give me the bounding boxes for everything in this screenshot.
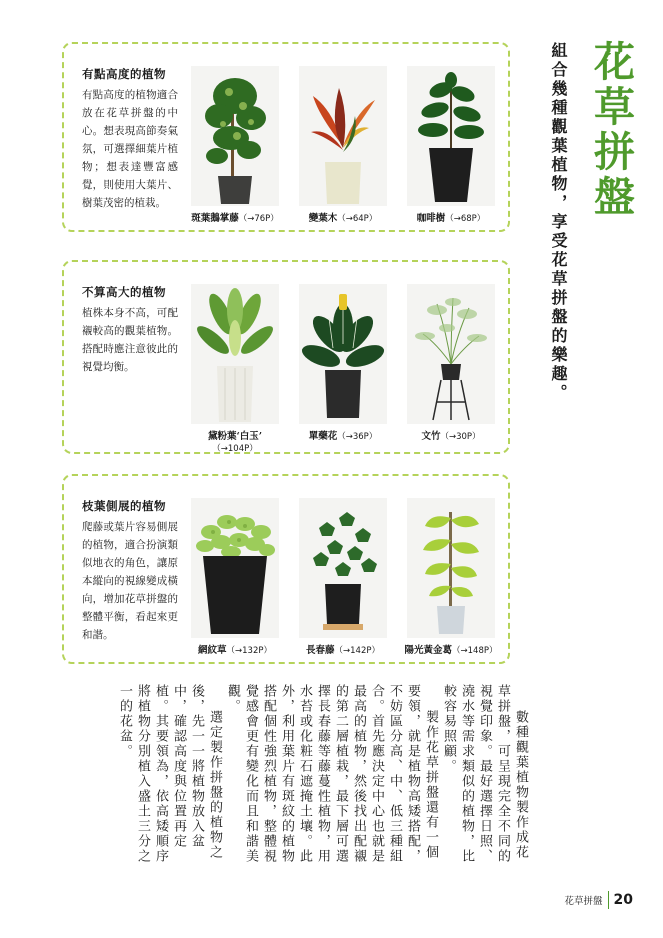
plant-caption xyxy=(391,428,511,442)
page-footer xyxy=(565,891,634,909)
plant-photo xyxy=(299,284,387,424)
plant-photo xyxy=(407,498,495,638)
section-short-plants xyxy=(62,260,510,454)
footer-divider xyxy=(608,891,609,909)
plant-photo xyxy=(191,66,279,206)
page-ref: （→142P） xyxy=(334,646,380,656)
plant-caption xyxy=(391,642,511,656)
article-text xyxy=(115,684,529,864)
page-title: 花草拼盤 xyxy=(587,40,635,220)
page-ref: （→36P） xyxy=(337,432,378,442)
page-ref: （→148P） xyxy=(452,646,498,656)
plant-caption xyxy=(175,428,295,442)
page-subtitle: 組合幾種觀葉植物，享受花草拼盤的樂趣。 xyxy=(549,42,568,403)
plant-card xyxy=(299,498,387,656)
footer-label: 花草拼盤 xyxy=(564,896,603,907)
page-ref: （→104P） xyxy=(212,444,258,454)
section-title: 有點高度的植物 xyxy=(82,67,166,81)
plant-name: 咖啡樹 xyxy=(416,213,446,224)
page-number: 20 xyxy=(613,892,633,908)
section-body: 植株本身不高，可配襯較高的觀葉植物。搭配時應注意彼此的視覺均衡。 xyxy=(82,307,178,373)
section-body: 有點高度的植物適合放在花草拼盤的中心。想表現高節奏氣氛，可選擇細葉片植物；想表達豐富感覺，則使用大葉片、樹葉茂密的植栽。 xyxy=(82,89,178,209)
plant-name: 單藥花 xyxy=(308,431,338,442)
section-title: 枝葉側展的植物 xyxy=(82,499,166,513)
plant-photo xyxy=(191,284,279,424)
plant-photo xyxy=(407,66,495,206)
plant-card xyxy=(191,284,279,454)
article-paragraph: 選定製作拼盤的植物之後，先一一將植物放入盆中，確認高度與位置再定植。其要領為，依高矮順序將植物分別植入盛土三分之一的花盆。 xyxy=(117,684,222,864)
plant-card xyxy=(191,66,279,224)
section-spreading-plants xyxy=(62,474,510,664)
plant-card xyxy=(407,66,495,224)
plant-photo xyxy=(407,284,495,424)
plant-name: 陽光黃金葛 xyxy=(404,645,453,656)
plant-name: 網紋草 xyxy=(198,645,227,656)
plant-name: 斑葉鵝掌藤 xyxy=(191,213,239,224)
plant-caption xyxy=(283,210,403,224)
plant-name: 變葉木 xyxy=(308,213,338,224)
page-ref: （→64P） xyxy=(337,214,378,224)
section-body: 爬藤或葉片容易側展的植物，適合扮演類似地衣的角色，讓原本縱向的視線變成橫向，增加花草拼盤的整體平衡，看起來更和諧。 xyxy=(82,521,178,641)
page-ref: （→68P） xyxy=(445,214,486,224)
plant-name: 黛粉葉‘白玉’ xyxy=(207,431,263,442)
plant-photo xyxy=(191,498,279,638)
plant-card xyxy=(404,498,498,656)
article-paragraph: 數種觀葉植物製作成花草拼盤，可呈現完全不同的視覺印象。最好選擇日照、澆水等需求類似的植物，比較容易照顧。 xyxy=(441,684,528,864)
plant-card xyxy=(299,284,387,442)
plant-caption xyxy=(283,428,403,442)
plant-caption xyxy=(391,210,511,224)
article-paragraph: 製作花草拼盤還有一個要領，就是植物高矮搭配，不妨區分高、中、低三種組合。首先應決定中心也就是最高的植物，然後找出配襯的第二層植栽，最下層可選擇長春藤等藤蔓性植物，用水苔或化粧石遮掩土壤。此外，利用葉片有斑紋的植物搭配個性強烈植物，整體視覺感會更有變化而且和諧美觀。 xyxy=(225,684,438,864)
plant-card xyxy=(299,66,387,224)
plant-card xyxy=(407,284,495,442)
plant-name: 文竹 xyxy=(421,431,441,442)
plant-caption xyxy=(175,642,295,656)
plant-photo xyxy=(299,66,387,206)
page-ref: （→30P） xyxy=(440,432,481,442)
page-ref: （→132P） xyxy=(226,646,272,656)
plant-name: 長春藤 xyxy=(306,645,335,656)
section-title: 不算高大的植物 xyxy=(82,285,166,299)
section-tall-plants xyxy=(62,42,510,232)
plant-caption xyxy=(283,642,403,656)
plant-card xyxy=(191,498,279,656)
page-ref: （→76P） xyxy=(238,214,279,224)
plant-photo xyxy=(299,498,387,638)
plant-caption xyxy=(175,210,295,224)
